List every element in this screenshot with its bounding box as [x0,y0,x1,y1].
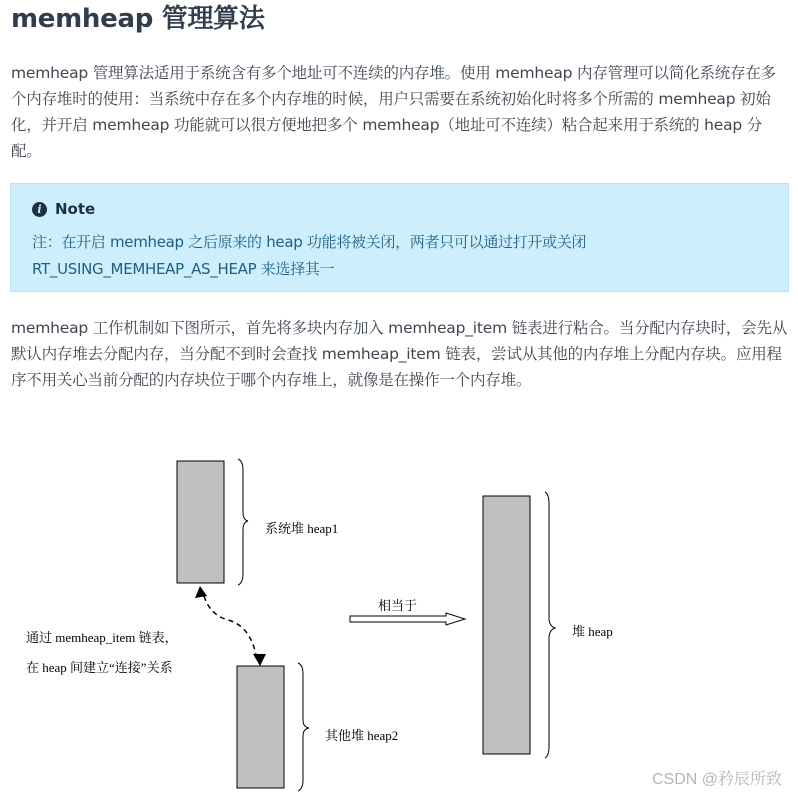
diagram-graphics [0,440,798,795]
note-header [32,200,95,218]
note-body [32,229,772,283]
heap1-label: 系统堆 heap1 [265,521,339,536]
watermark: CSDN @矜辰所致 [651,771,782,788]
link-arrow-head-down [253,654,266,666]
note-callout [10,183,789,292]
note-body-line1: 注：在开启 memheap 之后原来的 heap 功能将被关闭，两者只可以通过打开或关闭 [32,233,587,251]
mechanism-paragraph: memheap 工作机制如下图所示，首先将多块内存加入 memheap_item 链表进行粘合。当分配内存块时，会先从默认内存堆去分配内存，当分配不到时会查找 memheap_item 链表，尝试从其他的内存堆上分配内存块。应用程序不用关心当前分配的内存块位于哪个内存堆上，就像是在操作一个内存堆。 [11,319,788,389]
heap-brace [545,492,555,758]
link-arrow [204,596,256,655]
intro-paragraph: memheap 管理算法适用于系统含有多个地址可不连续的内存堆。使用 memheap 内存管理可以简化系统存在多个内存堆时的使用：当系统中存在多个内存堆的时候，用户只需要在系统初始化时将多个所需的 memheap 初始化，并开启 memheap 功能就可以很方便地把多个 memheap（地址可不连续）粘合起来用于系统的 heap 分配。 [11,64,776,160]
heap2-brace [298,663,309,791]
memheap-diagram [0,440,798,795]
heap-block [483,496,530,754]
link-arrow-head-up [195,586,207,598]
link-label-line2: 在 heap 间建立“连接”关系 [26,660,173,675]
link-label-line1: 通过 memheap_item 链表， [26,630,178,645]
note-body-line2: RT_USING_MEMHEAP_AS_HEAP 来选择其一 [32,260,335,278]
heap-label: 堆 heap [572,624,613,639]
heap2-block [237,666,284,788]
page-title: memheap 管理算法 [11,4,265,34]
equivalent-arrow [350,613,465,625]
heap1-brace [238,459,248,585]
heap2-label: 其他堆 heap2 [325,728,399,743]
note-heading: Note [55,200,96,218]
info-icon: i [32,202,47,217]
equivalent-label: 相当于 [378,598,418,613]
heap1-block [177,461,224,583]
